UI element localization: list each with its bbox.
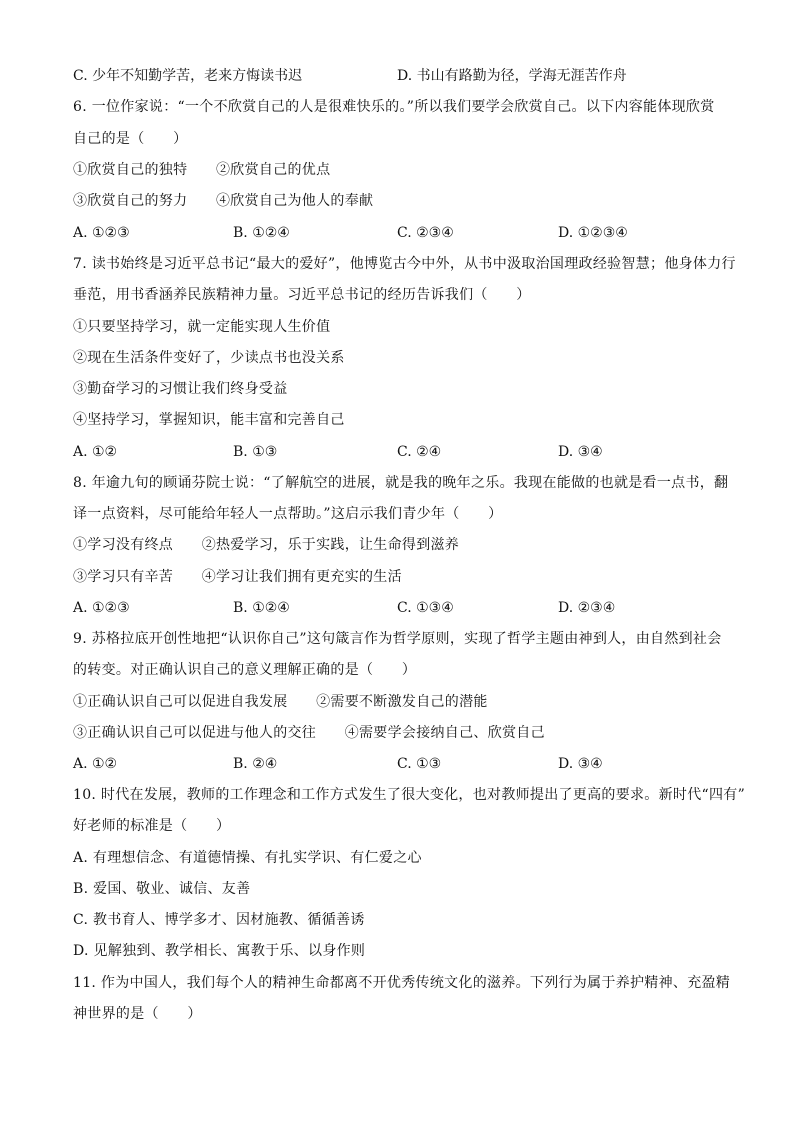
q7-item-3: ③勤奋学习的习惯让我们终身受益	[73, 381, 288, 397]
q8-items-line2: ③学习只有辛苦 ④学习让我们拥有更充实的生活	[73, 569, 402, 585]
q6-items-line1: ①欣赏自己的独特 ②欣赏自己的优点	[73, 162, 331, 178]
q7-stem-line1: 7. 读书始终是习近平总书记“最大的爱好”，他博览古今中外，从书中汲取治国理政经验智慧；他身体力行	[73, 256, 736, 272]
q9-stem-line2: 的转变。对正确认识自己的意义理解正确的是（ ）	[73, 662, 417, 678]
q8-option-c: C. ①③④	[397, 600, 454, 616]
q10-stem-line1: 10. 时代在发展，教师的工作理念和工作方式发生了很大变化，也对教师提出了更高的要求。新时代“四有”	[73, 787, 746, 803]
q10-option-a: A. 有理想信念、有道德情操、有扎实学识、有仁爱之心	[73, 850, 422, 866]
q8-option-a: A. ①②③	[73, 600, 130, 616]
q9-option-d: D. ③④	[558, 756, 603, 772]
q9-option-c: C. ①③	[397, 756, 442, 772]
q7-option-d: D. ③④	[558, 444, 603, 460]
q6-option-c: C. ②③④	[397, 225, 454, 241]
q8-stem-line1: 8. 年逾九旬的顾诵芬院士说：“了解航空的进展，就是我的晚年之乐。我现在能做的也就是看一点书，翻	[73, 475, 729, 491]
q6-stem-line1: 6. 一位作家说：“一个不欣赏自己的人是很难快乐的。”所以我们要学会欣赏自己。以下内容能体现欣赏	[73, 99, 715, 115]
q5-option-c: C. 少年不知勤学苦，老来方悔读书迟	[73, 68, 303, 84]
q11-stem-line1: 11. 作为中国人，我们每个人的精神生命都离不开优秀传统文化的滋养。下列行为属于养护精神、充盈精	[73, 975, 731, 991]
q9-stem-line1: 9. 苏格拉底开创性地把“认识你自己”这句箴言作为哲学原则，实现了哲学主题由神到人，由自然到社会	[73, 631, 722, 647]
q8-option-d: D. ②③④	[558, 600, 616, 616]
q6-option-b: B. ①②④	[233, 225, 290, 241]
q9-items-line2: ③正确认识自己可以促进与他人的交往 ④需要学会接纳自己、欣赏自己	[73, 725, 545, 741]
q7-item-4: ④坚持学习，掌握知识，能丰富和完善自己	[73, 412, 345, 428]
q11-stem-line2: 神世界的是（ ）	[73, 1006, 202, 1022]
q8-stem-line2: 译一点资料，尽可能给年轻人一点帮助。”这启示我们青少年（ ）	[73, 506, 503, 522]
q9-items-line1: ①正确认识自己可以促进自我发展 ②需要不断激发自己的潜能	[73, 694, 488, 710]
q10-stem-line2: 好老师的标准是（ ）	[73, 818, 231, 834]
q8-items-line1: ①学习没有终点 ②热爱学习，乐于实践，让生命得到滋养	[73, 537, 460, 553]
q7-item-2: ②现在生活条件变好了，少读点书也没关系	[73, 350, 345, 366]
q10-option-d: D. 见解独到、教学相长、寓教于乐、以身作则	[73, 943, 366, 959]
q7-option-c: C. ②④	[397, 444, 442, 460]
q6-option-d: D. ①②③④	[558, 225, 628, 241]
q5-option-d: D. 书山有路勤为径，学海无涯苦作舟	[397, 68, 627, 84]
q6-items-line2: ③欣赏自己的努力 ④欣赏自己为他人的奉献	[73, 193, 374, 209]
q7-option-a: A. ①②	[73, 444, 118, 460]
q9-option-a: A. ①②	[73, 756, 118, 772]
q10-option-c: C. 教书育人、博学多才、因材施教、循循善诱	[73, 912, 365, 928]
q9-option-b: B. ②④	[233, 756, 278, 772]
q10-option-b: B. 爱国、敬业、诚信、友善	[73, 881, 251, 897]
q6-stem-line2: 自己的是（ ）	[73, 131, 188, 147]
q7-item-1: ①只要坚持学习，就一定能实现人生价值	[73, 319, 331, 335]
q6-option-a: A. ①②③	[73, 225, 130, 241]
q7-option-b: B. ①③	[233, 444, 278, 460]
q7-stem-line2: 垂范，用书香涵养民族精神力量。习近平总书记的经历告诉我们（ ）	[73, 287, 531, 303]
q8-option-b: B. ①②④	[233, 600, 290, 616]
